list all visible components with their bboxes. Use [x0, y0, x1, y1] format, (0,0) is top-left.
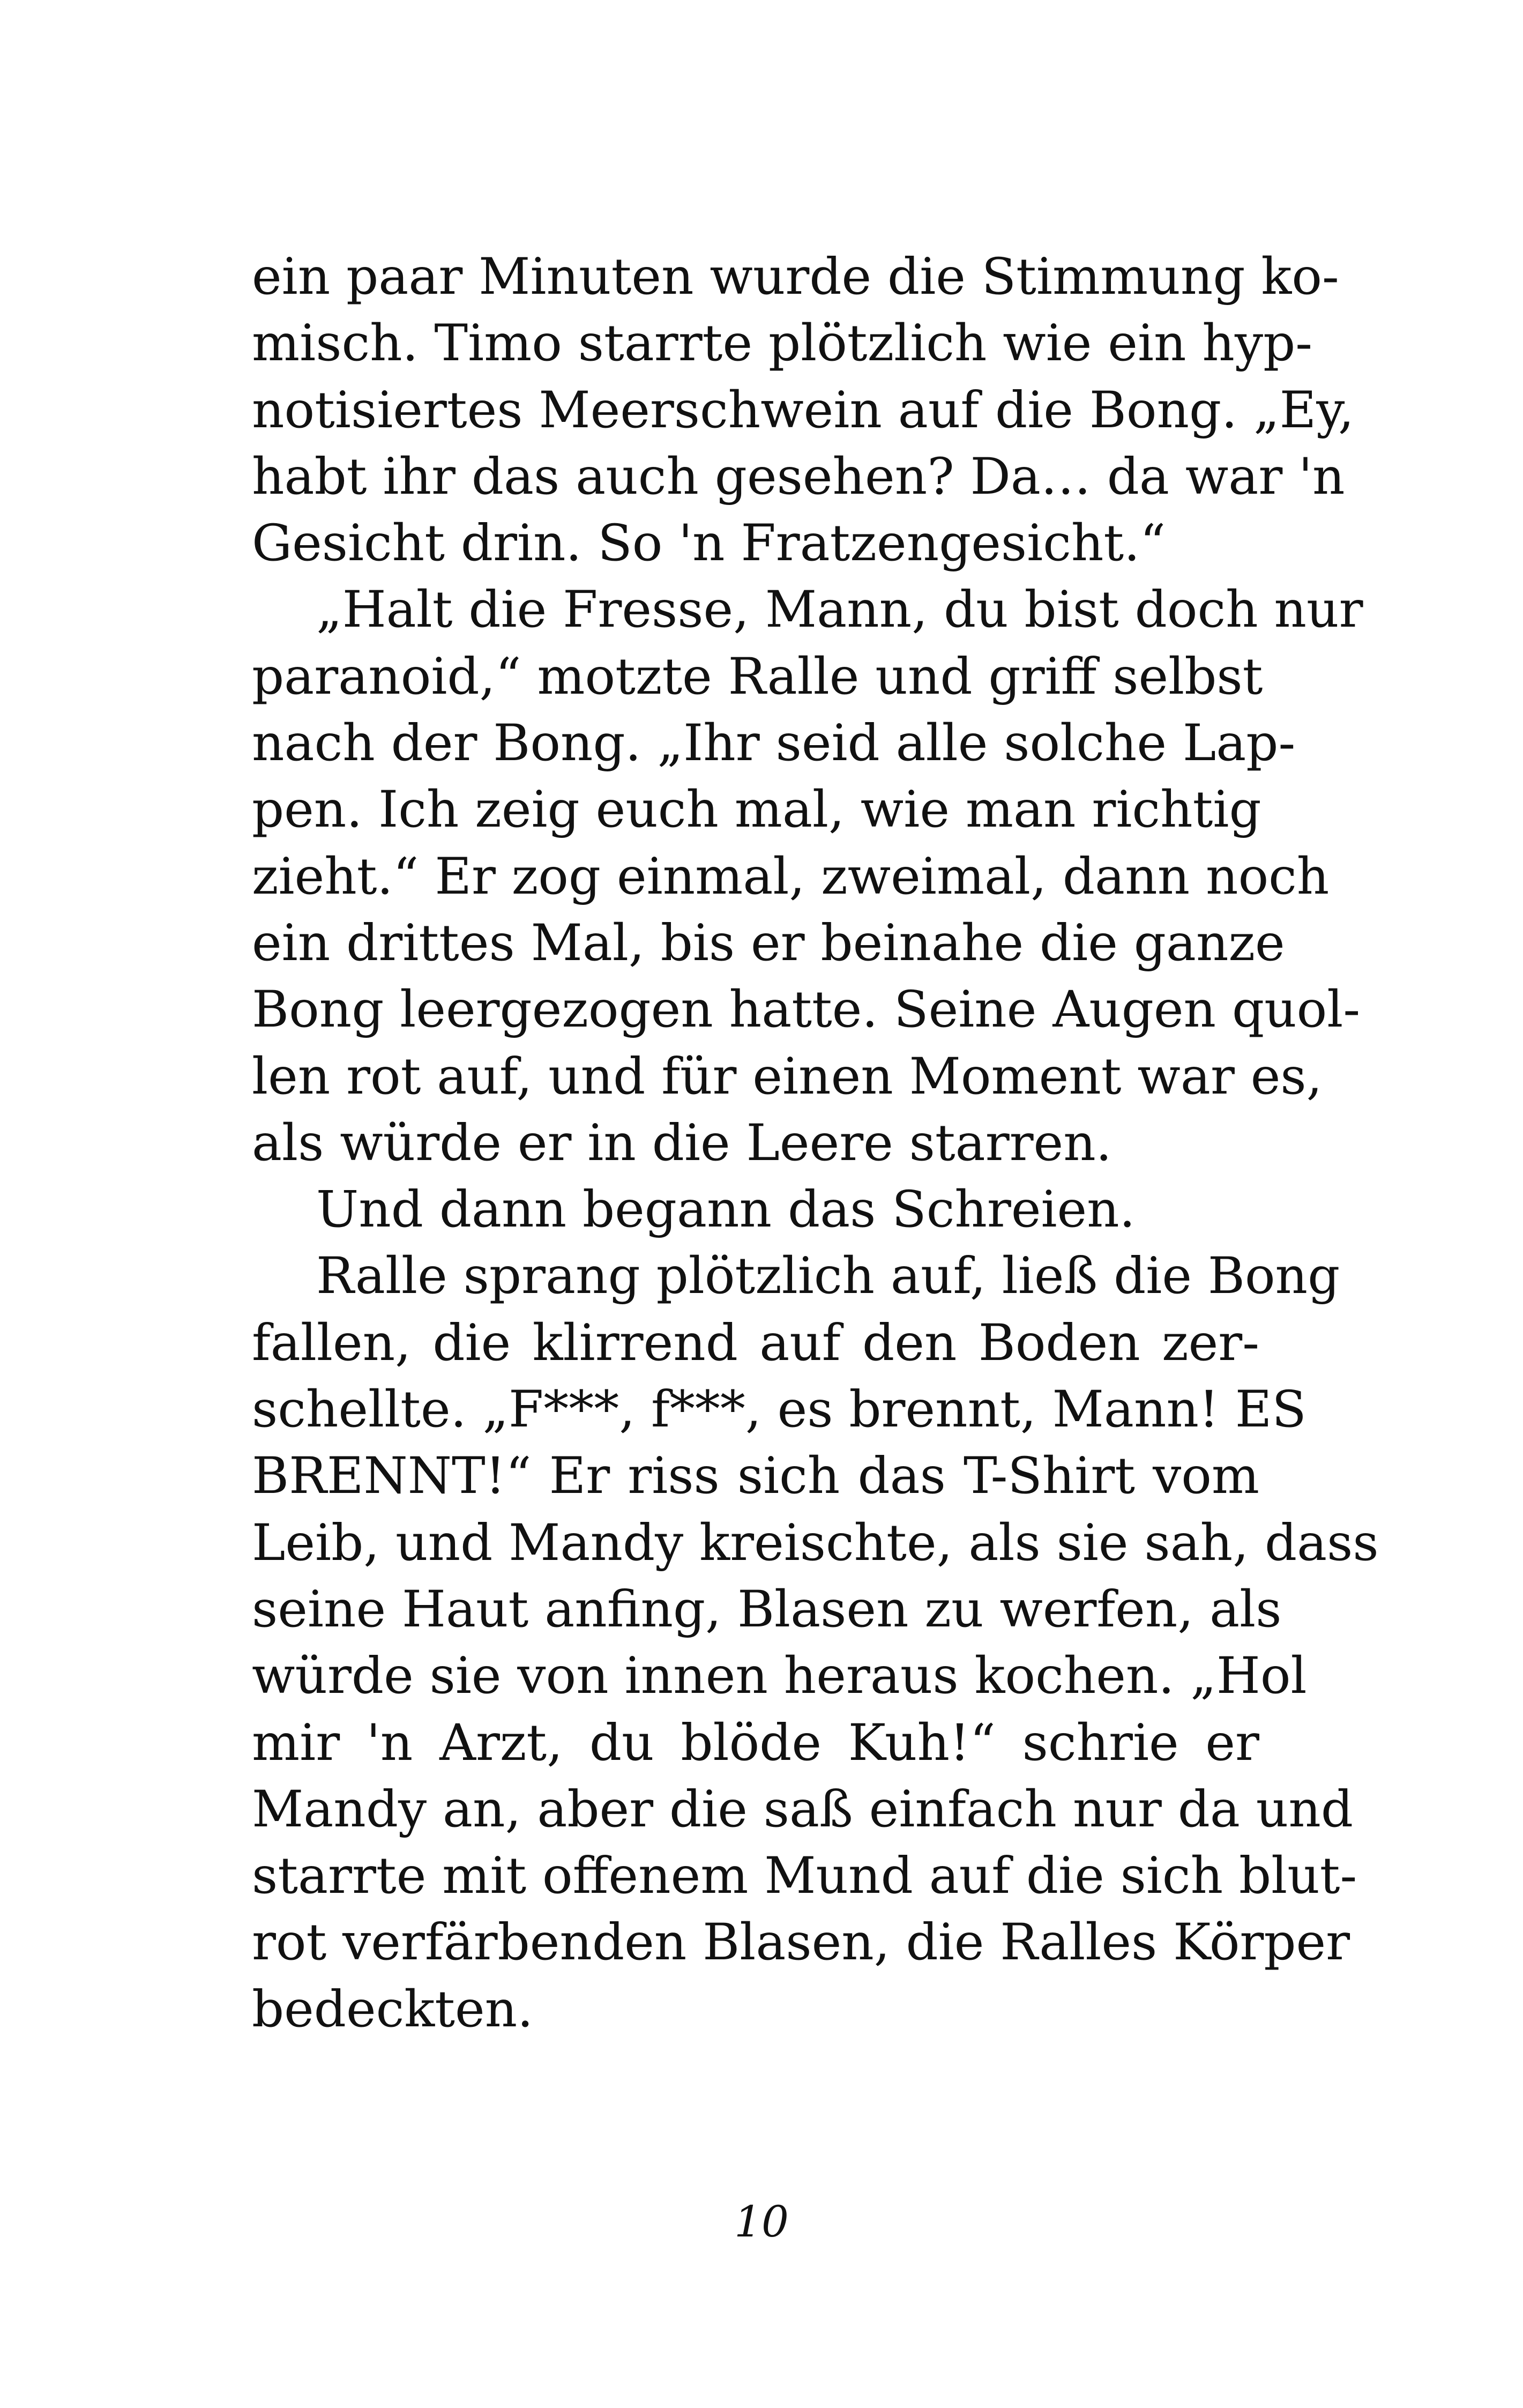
text-line: schellte. „F***, f***, es brennt, Mann! ES — [252, 1380, 1307, 1439]
text-line: mir 'n Arzt, du blöde Kuh!“ schrie er — [252, 1713, 1259, 1772]
text-line: Ralle sprang plötzlich auf, ließ die Bong — [316, 1247, 1340, 1306]
text-line: BRENNT!“ Er riss sich das T-Shirt vom — [252, 1447, 1259, 1506]
text-line: len rot auf, und für einen Moment war es, — [252, 1047, 1323, 1106]
text-line: habt ihr das auch gesehen? Da… da war 'n — [252, 447, 1345, 506]
text-line: Und dann begann das Schreien. — [316, 1180, 1136, 1239]
text-line: nach der Bong. „Ihr seid alle solche Lap- — [252, 714, 1296, 773]
text-line: Mandy an, aber die saß einfach nur da und — [252, 1780, 1354, 1839]
text-line: bedeckten. — [252, 1980, 534, 2039]
text-line: Leib, und Mandy kreischte, als sie sah, dass — [252, 1513, 1379, 1572]
text-line: Bong leergezogen hatte. Seine Augen quol- — [252, 980, 1361, 1039]
text-line: zieht.“ Er zog einmal, zweimal, dann noch — [252, 847, 1330, 906]
body-text — [252, 244, 1379, 2043]
text-line: ein paar Minuten wurde die Stimmung ko- — [252, 248, 1339, 306]
text-line: als würde er in die Leere starren. — [252, 1113, 1112, 1172]
text-line: ein drittes Mal, bis er beinahe die ganze — [252, 913, 1285, 972]
text-line: notisiertes Meerschwein auf die Bong. „Ey, — [252, 381, 1354, 440]
text-line: paranoid,“ motzte Ralle und griff selbst — [252, 647, 1263, 706]
page-number: 10 — [734, 2197, 789, 2247]
text-line: seine Haut anfing, Blasen zu werfen, als — [252, 1580, 1282, 1639]
text-line: starrte mit offenem Mund auf die sich blut- — [252, 1847, 1357, 1906]
text-line: fallen, die klirrend auf den Boden zer- — [252, 1313, 1259, 1372]
text-line: Gesicht drin. So 'n Fratzengesicht.“ — [252, 514, 1166, 573]
text-line: rot verfärbenden Blasen, die Ralles Körper — [252, 1913, 1350, 1972]
text-line: pen. Ich zeig euch mal, wie man richtig — [252, 781, 1261, 839]
text-line: „Halt die Fresse, Mann, du bist doch nur — [316, 581, 1363, 640]
text-line: misch. Timo starrte plötzlich wie ein hyp- — [252, 314, 1313, 373]
text-line: würde sie von innen heraus kochen. „Hol — [252, 1647, 1307, 1706]
